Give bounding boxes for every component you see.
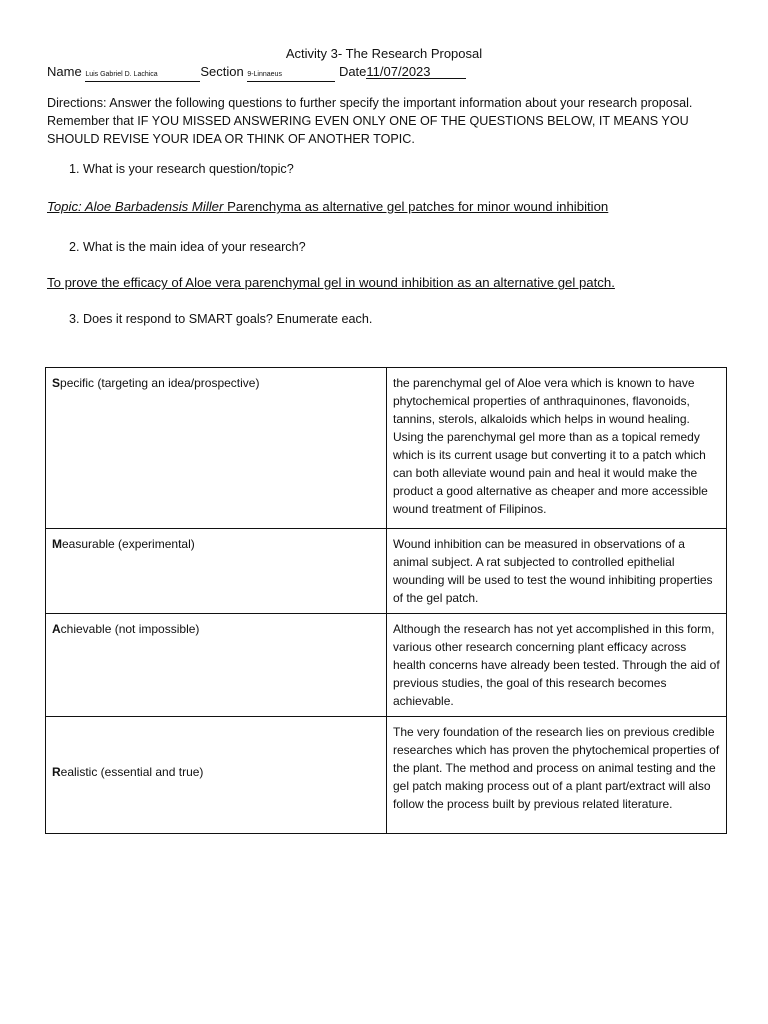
criterion-letter: S [52,376,61,390]
question-1: 1. What is your research question/topic? [69,162,294,176]
date-label: Date [338,64,367,79]
answer-1 [47,199,608,214]
answer-1-text: Parenchyma as alternative gel patches for minor wound inhibition [223,199,609,214]
criterion-letter: A [52,622,61,636]
criterion-text: chievable (not impossible) [60,622,200,636]
name-field: Luis Gabriel D. Lachica [85,69,200,82]
criterion-letter: R [52,765,61,779]
description-cell: the parenchymal gel of Aloe vera which is known to have phytochemical properties of anthraquinones, flavonoids, tannins, sterols, alkaloids which helps in wound healing. Using the parenchymal gel more than as a topical remedy which is its current usage but converting it to a patch which can both alleviate wound pain and heal it would make the product a good alternative as cheaper and more accessible wound treatment of Filipinos. [387,368,727,529]
section-field: 9-Linnaeus [247,69,335,82]
description-cell: Although the research has not yet accomplished in this form, various other research concerning plant efficacy across health concerns have already been tested. Through the aid of previous studies, the goal of this research becomes achievable. [387,614,727,717]
table-row [46,717,727,834]
criterion-text: ealistic (essential and true) [60,765,204,779]
table-row [46,529,727,614]
description-cell: The very foundation of the research lies on previous credible researches which has proven the phytochemical properties of the plant. The method and process on animal testing and the gel patch making process out of a plant part/extract will also follow the process built by previous related literature. [387,717,727,834]
document-title: Activity 3- The Research Proposal [285,46,483,61]
description-cell: Wound inhibition can be measured in observations of a animal subject. A rat subjected to controlled epithelial wounding will be used to test the wound inhibiting properties of the gel patch. [387,529,727,614]
smart-goals-table [45,367,727,834]
table-row [46,368,727,529]
section-label: Section [200,64,244,79]
student-info-line [47,64,466,82]
table-row [46,614,727,717]
question-3: 3. Does it respond to SMART goals? Enumerate each. [69,312,373,326]
criterion-text: pecific (targeting an idea/prospective) [60,376,260,390]
criterion-cell [46,368,387,529]
criterion-cell [46,529,387,614]
name-label: Name [47,64,82,79]
answer-1-topic-label: Topic: Aloe Barbadensis Miller [47,199,224,214]
answer-2: To prove the efficacy of Aloe vera parenchymal gel in wound inhibition as an alternative gel patch. [47,275,615,290]
criterion-text: easurable (experimental) [62,537,195,551]
question-2: 2. What is the main idea of your research? [69,240,306,254]
criterion-cell [46,614,387,717]
criterion-cell [46,717,387,834]
date-field: 11/07/2023 [366,66,466,79]
directions-text: Directions: Answer the following questions to further specify the important information about your research proposal. Remember that IF YOU MISSED ANSWERING EVEN ONLY ONE OF THE QUESTIONS BELOW, IT MEANS YOU SHOULD REVISE YOUR IDEA OR THINK OF ANOTHER TOPIC. [47,96,693,146]
criterion-letter: M [52,537,62,551]
